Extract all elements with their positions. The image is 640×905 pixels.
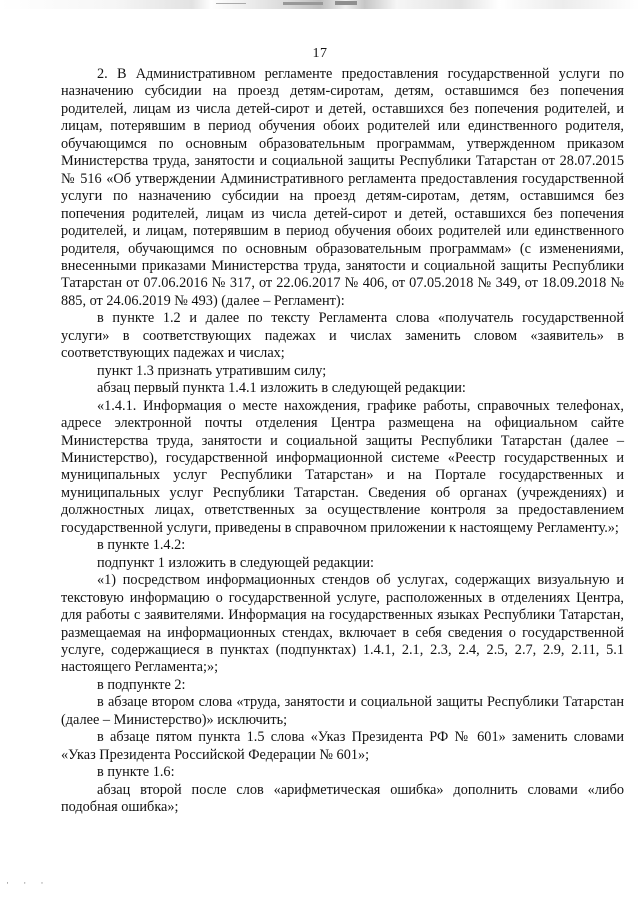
paragraph-point-1-4-2: в пункте 1.4.2: [97, 537, 186, 554]
paragraph-point-1-2: в пункте 1.2 и далее по тексту Регламента слова «получатель государственной услуги» в соответствующих падежах и числах заменить словом «заявитель» в соответствующих падежах и числах; [61, 310, 624, 362]
paragraph-regulation-amendment: 2. В Административном регламенте предоставления государственной услуги по назначению субсидии на проезд детям-сиротам, детям, оставшимся без попечения родителей, лицам из числа детей-сирот и детей, оставшихся без попечения родителей, и лицам, потерявшим в период обучения обоих родителей или единственного родителя, обучающимся по основным образовательным программам, утвержденном приказом Министерства труда, занятости и социальной защиты Республики Татарстан от 28.07.2015 № 516 «Об утверждении Административного регламента предоставления государственной услуги по назначению субсидии на проезд детям-сиротам, детям, оставшимся без попечения родителей, лицам из числа детей-сирот и детей, оставшихся без попечения родителей, и лицам, потерявшим в период обучения обоих родителей или единственного родителя, обучающимся по основным образовательным программам» (с изменениями, внесенными приказами Министерства труда, занятости и социальной защиты Республики Татарстан от 07.06.2016 № 317, от 22.06.2017 № 406, от 07.05.2018 № 349, от 18.09.2018 № 885, от 24.06.2019 № 493) (далее – Регламент): [61, 66, 624, 309]
paragraph-point-1-6: в пункте 1.6: [97, 764, 175, 781]
paragraph-subpoint-1-intro: подпункт 1 изложить в следующей редакции: [97, 554, 374, 571]
paragraph-subpoint-2: в подпункте 2: [97, 676, 186, 693]
scan-artifact-bottom: · · · [6, 878, 50, 888]
paragraph-point-1-4-1-text: «1.4.1. Информация о месте нахождения, графике работы, справочных телефонах, адресе электронной почты отделения Центра размещена на официальном сайте Министерства труда, занятости и социальной защиты Республики Татарстан (далее – Министерство), государственной информационной системе «Реестр государственных и муниципальных услуг Республики Татарстан» и на Портале государственных и муниципальных услуг Республики Татарстан. Сведения об органах (учреждениях) и должностных лицах, ответственных за осуществление контроля за предоставлением государственной услуги, приведены в справочном приложении к настоящему Регламенту.»; [61, 397, 624, 536]
scan-artifact-top [0, 0, 640, 9]
paragraph-second-abzac: в абзаце втором слова «труда, занятости и социальной защиты Республики Татарстан (далее – Министерство)» исключить; [61, 694, 624, 728]
page-number: 17 [312, 46, 328, 61]
paragraph-point-1-3: пункт 1.3 признать утратившим силу; [97, 362, 327, 379]
paragraph-point-1-5: в абзаце пятом пункта 1.5 слова «Указ Президента РФ № 601» заменить словами «Указ Президента Российской Федерации № 601»; [61, 729, 624, 763]
paragraph-subpoint-1-text: «1) посредством информационных стендов об услугах, содержащих визуальную и текстовую информацию о государственной услуге, расположенных в отделениях Центра, для работы с заявителями. Информация на государственных языках Республики Татарстан, размещаемая на информационных стендах, включает в себя сведения о государственной услуге, содержащиеся в пунктах (подпунктах) 1.4.1, 2.1, 2.3, 2.4, 2.5, 2.7, 2.9, 2.11, 5.1 настоящего Регламента;»; [61, 572, 624, 676]
document-body [61, 66, 624, 816]
paragraph-arithmetic-error: абзац второй после слов «арифметическая ошибка» дополнить словами «либо подобная ошибка»; [61, 781, 624, 816]
paragraph-point-1-4-1-intro: абзац первый пункта 1.4.1 изложить в следующей редакции: [97, 380, 466, 397]
